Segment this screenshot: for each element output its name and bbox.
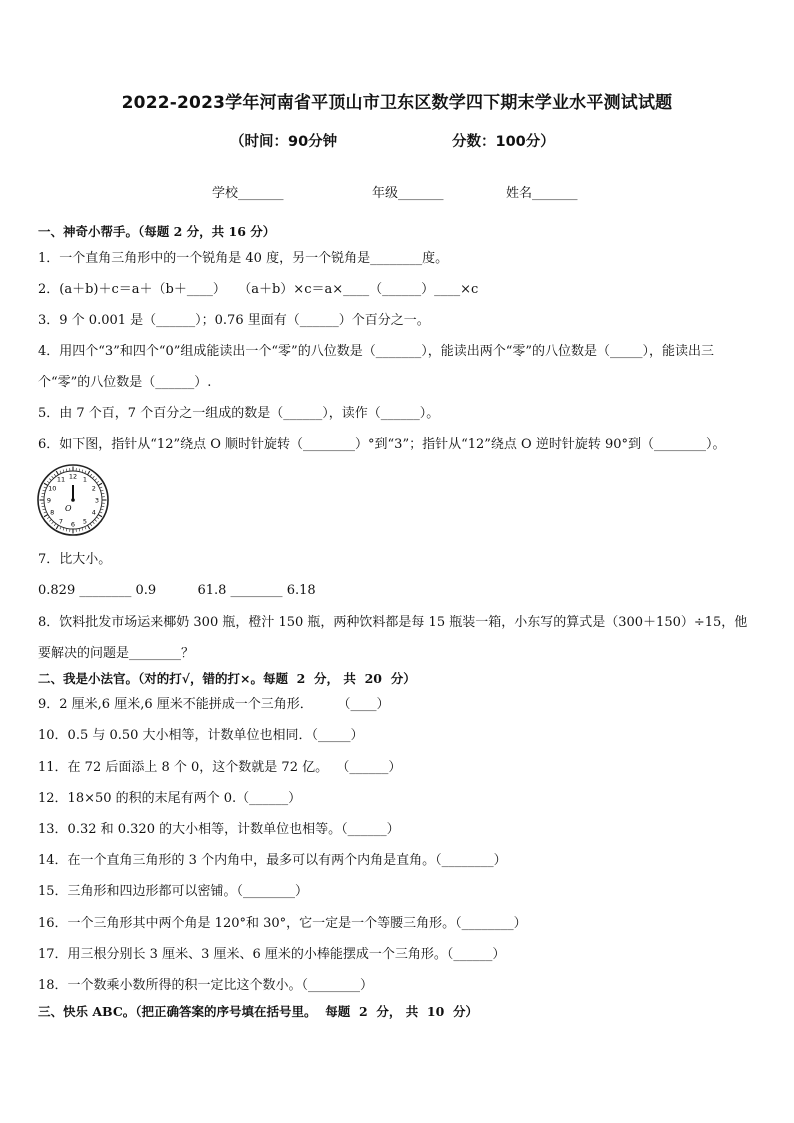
clock-tick xyxy=(101,490,104,491)
score-label: 分数：100分） xyxy=(452,134,555,150)
question-4-line-1: 4．用四个“3”和四个“0”组成能读出一个“零”的八位数是（_______），能读出两个“零”的八位数是（_____），能读出三 xyxy=(38,344,714,359)
clock-tick xyxy=(96,517,98,519)
question-3: 3．9 个 0.001 是（______）；0.76 里面有（______）个百分之一。 xyxy=(38,313,430,328)
clock-tick xyxy=(63,528,64,531)
clock-tick xyxy=(60,471,61,474)
clock-tick xyxy=(82,470,83,473)
clock-tick xyxy=(92,476,94,478)
clock-tick xyxy=(101,506,104,507)
question-1: 1．一个直角三角形中的一个锐角是 40 度，另一个锐角是________度。 xyxy=(38,251,449,266)
clock-tick xyxy=(63,470,64,473)
clock-center-dot xyxy=(71,498,75,502)
clock-numeral: 10 xyxy=(48,484,57,493)
clock-numeral: 2 xyxy=(91,484,96,493)
clock-tick xyxy=(95,519,97,521)
clock-numeral: 8 xyxy=(50,508,55,517)
clock-tick xyxy=(90,474,92,476)
school-field: 学校_______ xyxy=(212,186,284,201)
question-5: 5．由 7 个百，7 个百分之一组成的数是（______），读作（______）。 xyxy=(38,406,440,421)
question-9: 9．2 厘米,6 厘米,6 厘米不能拼成一个三角形． （____） xyxy=(38,697,390,712)
clock-numeral: 1 xyxy=(82,475,88,484)
clock-tick xyxy=(98,515,102,517)
question-10: 10．0.5 与 0.50 大小相等，计数单位也相同．（_____） xyxy=(38,728,364,743)
clock-tick xyxy=(60,526,61,529)
question-6: 6．如下图，指针从“12”绕点 O 顺时针旋转（________）°到“3”；指针从“12”绕点 O 逆时针旋转 90°到（________）。 xyxy=(38,437,726,452)
clock-tick xyxy=(101,493,104,494)
clock-numeral: 4 xyxy=(91,508,96,517)
clock-tick xyxy=(92,522,94,524)
question-8-line-2: 要解决的问题是________？ xyxy=(38,646,195,661)
question-14: 14．在一个直角三角形的 3 个内角中，最多可以有两个内角是直角。（________） xyxy=(38,853,507,868)
clock-tick xyxy=(56,525,58,529)
clock-tick xyxy=(79,528,80,531)
clock-tick xyxy=(52,476,54,478)
clock-tick xyxy=(54,523,56,525)
clock-tick xyxy=(101,509,104,510)
clock-figure xyxy=(36,463,110,537)
clock-tick xyxy=(44,512,47,513)
question-18: 18．一个数乘小数所得的积一定比这个数小。（________） xyxy=(38,978,374,993)
clock-tick xyxy=(85,526,86,529)
clock-tick xyxy=(79,469,80,472)
clock-tick xyxy=(96,481,98,483)
clock-tick xyxy=(49,479,51,481)
question-2: 2．(a＋b)＋c＝a＋（b＋____） （a＋b）×c＝a×____（______）____×c xyxy=(38,282,479,297)
question-13: 13．0.32 和 0.320 的大小相等，计数单位也相等。（______） xyxy=(38,822,400,837)
clock-tick xyxy=(95,479,97,481)
clock-center-label: O xyxy=(65,504,72,513)
clock-numeral: 6 xyxy=(70,520,76,529)
question-4-line-2: 个“零”的八位数是（______）. xyxy=(38,375,212,390)
clock-tick xyxy=(66,469,67,472)
clock-tick xyxy=(56,471,58,475)
clock-tick xyxy=(98,483,102,485)
question-7-compare: 0.829 ________ 0.9 61.8 ________ 6.18 xyxy=(38,583,316,598)
clock-tick xyxy=(85,471,86,474)
question-17: 17．用三根分别长 3 厘米、3 厘米、6 厘米的小棒能摆成一个三角形。（______） xyxy=(38,947,506,962)
question-11: 11．在 72 后面添上 8 个 0，这个数就是 72 亿。 （______） xyxy=(38,760,402,775)
question-15: 15．三角形和四边形都可以密铺。（________） xyxy=(38,884,309,899)
clock-numeral: 12 xyxy=(68,472,78,481)
clock-tick xyxy=(88,471,90,475)
question-7: 7．比大小。 xyxy=(38,552,112,567)
grade-field: 年级_______ xyxy=(372,186,444,201)
clock-numeral: 11 xyxy=(56,475,66,484)
section-1-heading: 一、神奇小帮手。（每题 2 分，共 16 分） xyxy=(38,224,276,239)
time-label: （时间：90分钟 xyxy=(230,134,338,150)
clock-tick xyxy=(49,519,51,521)
clock-numeral: 5 xyxy=(82,517,88,526)
clock-numeral: 7 xyxy=(58,517,64,526)
question-16: 16．一个三角形其中两个角是 120°和 30°，它一定是一个等腰三角形。（________） xyxy=(38,916,527,931)
section-2-heading: 二、我是小法官。（对的打√，错的打×。每题 2 分， 共 20 分） xyxy=(38,671,416,686)
clock-tick xyxy=(90,523,92,525)
clock-tick xyxy=(44,487,47,488)
clock-tick xyxy=(52,522,54,524)
page-title: 2022-2023学年河南省平顶山市卫东区数学四下期末学业水平测试试题 xyxy=(121,93,673,113)
clock-tick xyxy=(42,506,45,507)
clock-tick xyxy=(42,493,45,494)
section-3-heading: 三、快乐 ABC。（把正确答案的序号填在括号里。 每题 2 分， 共 10 分） xyxy=(38,1004,479,1019)
clock-numeral: 9 xyxy=(46,496,52,505)
name-field: 姓名_______ xyxy=(506,186,578,201)
clock-tick xyxy=(43,509,46,510)
question-8-line-1: 8．饮料批发市场运来椰奶 300 瓶，橙汁 150 瓶，两种饮料都是每 15 瓶装一箱，小东写的算式是（300＋150）÷15，他 xyxy=(38,615,748,630)
clock-tick xyxy=(88,525,90,529)
clock-tick xyxy=(47,481,49,483)
clock-tick xyxy=(54,474,56,476)
clock-numeral: 3 xyxy=(94,496,100,505)
clock-tick xyxy=(43,490,46,491)
clock-tick xyxy=(99,487,102,488)
clock-tick xyxy=(44,515,48,517)
clock-tick xyxy=(66,528,67,531)
question-12: 12．18×50 的积的末尾有两个 0.（______） xyxy=(38,791,302,806)
clock-tick xyxy=(99,512,102,513)
clock-tick xyxy=(82,528,83,531)
clock-tick xyxy=(47,517,49,519)
